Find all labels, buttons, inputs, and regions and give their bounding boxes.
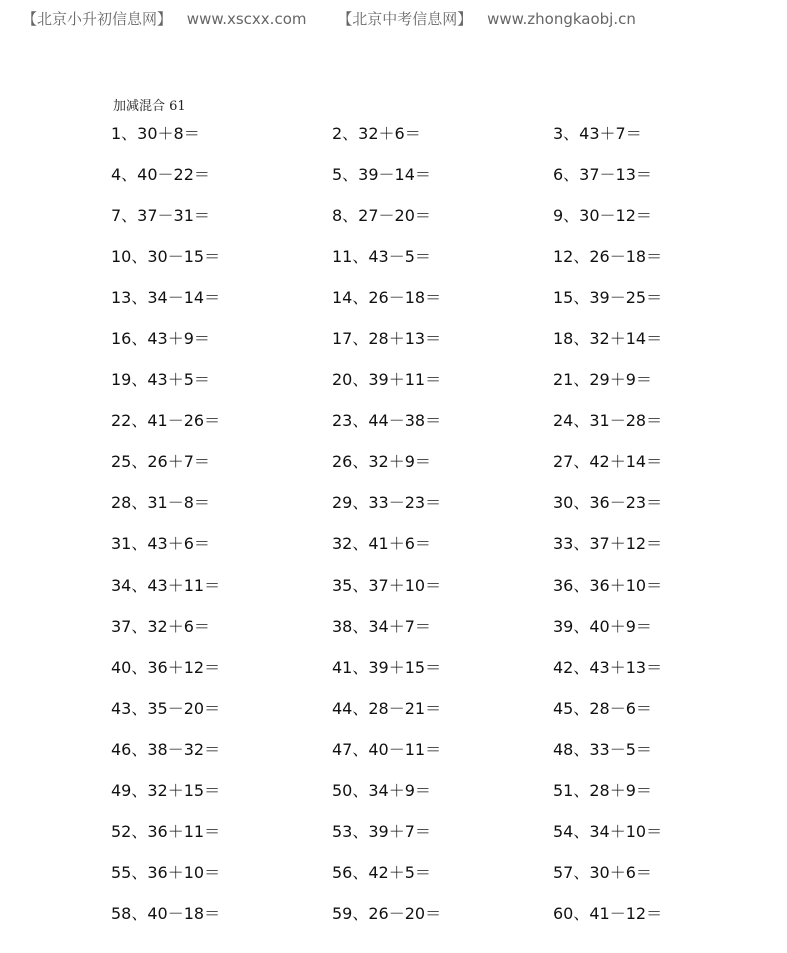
header-site-zhongkao: 【北京中考信息网】 bbox=[337, 10, 473, 28]
math-problem: 45、28－6＝ bbox=[553, 698, 652, 718]
math-problem: 57、30＋6＝ bbox=[553, 862, 652, 882]
math-problem: 48、33－5＝ bbox=[553, 739, 652, 759]
math-problem: 40、36＋12＝ bbox=[111, 657, 221, 677]
math-problem: 28、31－8＝ bbox=[111, 493, 210, 513]
math-problem: 14、26－18＝ bbox=[332, 288, 442, 308]
math-problem: 50、34＋9＝ bbox=[332, 780, 431, 800]
math-problem: 11、43－5＝ bbox=[332, 247, 431, 267]
math-problem: 47、40－11＝ bbox=[332, 739, 442, 759]
header-url-xscxx[interactable]: www.xscxx.com bbox=[186, 10, 307, 28]
math-problem: 12、26－18＝ bbox=[553, 247, 663, 267]
math-problem: 54、34＋10＝ bbox=[553, 821, 663, 841]
math-problem: 3、43＋7＝ bbox=[553, 124, 642, 143]
math-problem: 2、32＋6＝ bbox=[332, 124, 421, 143]
math-problem: 42、43＋13＝ bbox=[553, 657, 663, 677]
math-problem: 10、30－15＝ bbox=[111, 247, 221, 267]
math-problem: 5、39－14＝ bbox=[332, 165, 431, 185]
math-problem: 24、31－28＝ bbox=[553, 411, 663, 431]
worksheet-title: 加减混合 61 bbox=[113, 99, 186, 114]
math-problem: 60、41－12＝ bbox=[553, 903, 663, 923]
math-problem: 58、40－18＝ bbox=[111, 903, 221, 923]
math-problem: 9、30－12＝ bbox=[553, 206, 652, 226]
math-problem: 1、30＋8＝ bbox=[111, 124, 200, 143]
math-problem: 37、32＋6＝ bbox=[111, 616, 210, 636]
math-problem: 21、29＋9＝ bbox=[553, 370, 652, 390]
math-problem: 36、36＋10＝ bbox=[553, 575, 663, 595]
math-problem: 15、39－25＝ bbox=[553, 288, 663, 308]
math-problem: 32、41＋6＝ bbox=[332, 534, 431, 554]
math-problem: 55、36＋10＝ bbox=[111, 862, 221, 882]
problem-grid bbox=[111, 123, 771, 944]
math-problem: 22、41－26＝ bbox=[111, 411, 221, 431]
math-problem: 52、36＋11＝ bbox=[111, 821, 221, 841]
math-problem: 59、26－20＝ bbox=[332, 903, 442, 923]
math-problem: 13、34－14＝ bbox=[111, 288, 221, 308]
math-problem: 6、37－13＝ bbox=[553, 165, 652, 185]
math-problem: 39、40＋9＝ bbox=[553, 616, 652, 636]
math-problem: 38、34＋7＝ bbox=[332, 616, 431, 636]
math-problem: 8、27－20＝ bbox=[332, 206, 431, 226]
math-problem: 56、42＋5＝ bbox=[332, 862, 431, 882]
math-problem: 17、28＋13＝ bbox=[332, 329, 442, 349]
math-problem: 34、43＋11＝ bbox=[111, 575, 221, 595]
math-problem: 7、37－31＝ bbox=[111, 206, 210, 226]
header-url-zhongkaobj[interactable]: www.zhongkaobj.cn bbox=[487, 10, 636, 28]
math-problem: 19、43＋5＝ bbox=[111, 370, 210, 390]
math-problem: 33、37＋12＝ bbox=[553, 534, 663, 554]
math-problem: 46、38－32＝ bbox=[111, 739, 221, 759]
math-problem: 30、36－23＝ bbox=[553, 493, 663, 513]
math-problem: 26、32＋9＝ bbox=[332, 452, 431, 472]
math-problem: 44、28－21＝ bbox=[332, 698, 442, 718]
math-problem: 18、32＋14＝ bbox=[553, 329, 663, 349]
math-problem: 51、28＋9＝ bbox=[553, 780, 652, 800]
math-problem: 16、43＋9＝ bbox=[111, 329, 210, 349]
math-problem: 20、39＋11＝ bbox=[332, 370, 442, 390]
math-problem: 41、39＋15＝ bbox=[332, 657, 442, 677]
math-problem: 27、42＋14＝ bbox=[553, 452, 663, 472]
math-problem: 29、33－23＝ bbox=[332, 493, 442, 513]
math-problem: 4、40－22＝ bbox=[111, 165, 210, 185]
math-problem: 43、35－20＝ bbox=[111, 698, 221, 718]
math-problem: 25、26＋7＝ bbox=[111, 452, 210, 472]
math-problem: 49、32＋15＝ bbox=[111, 780, 221, 800]
page-header bbox=[22, 8, 636, 29]
math-problem: 53、39＋7＝ bbox=[332, 821, 431, 841]
math-problem: 31、43＋6＝ bbox=[111, 534, 210, 554]
math-problem: 35、37＋10＝ bbox=[332, 575, 442, 595]
header-site-xiaoshengchu: 【北京小升初信息网】 bbox=[22, 10, 173, 28]
math-problem: 23、44－38＝ bbox=[332, 411, 442, 431]
